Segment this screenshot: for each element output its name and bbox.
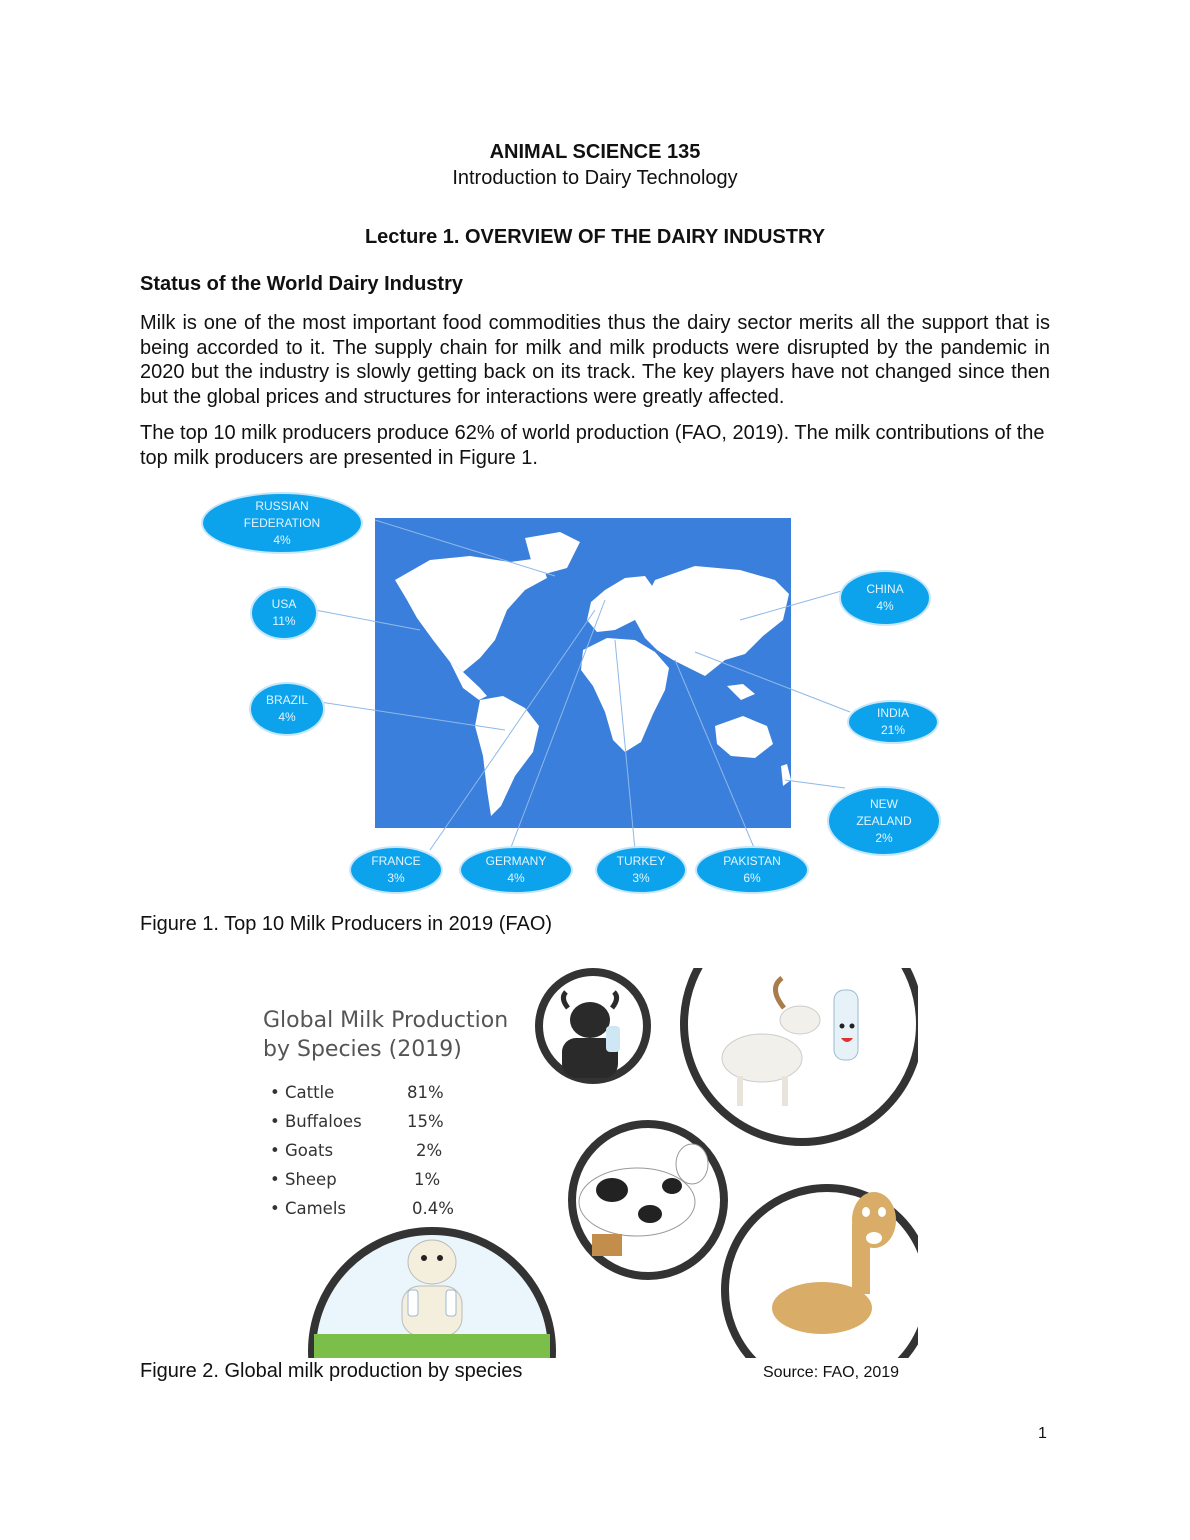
infographic-title-line2: by Species (2019) <box>263 1037 462 1062</box>
buffalo-illustration <box>539 972 647 1080</box>
producer-share: 3% <box>632 871 650 885</box>
species-share-buffaloes: 15% <box>407 1112 444 1131</box>
page-number: 1 <box>1038 1425 1047 1442</box>
producer-share: 3% <box>387 871 405 885</box>
producer-name: INDIA <box>876 706 909 720</box>
producer-name: RUSSIAN <box>255 498 309 513</box>
producer-share: 11% <box>272 614 296 628</box>
producer-name: TURKEY <box>616 854 666 868</box>
species-name-goats: • Goats <box>270 1141 334 1160</box>
producer-bubble-france <box>349 846 443 894</box>
producer-share: 4% <box>507 871 525 885</box>
producer-bubble-new-zealand <box>827 786 941 856</box>
species-name-buffaloes: • Buffaloes <box>270 1112 362 1131</box>
producer-bubble-usa <box>250 586 318 640</box>
species-share-sheep: 1% <box>414 1170 441 1189</box>
producer-bubble-china <box>839 570 931 626</box>
species-share-goats: 2% <box>416 1141 443 1160</box>
paragraph-top-producers: The top 10 milk producers produce 62% of world production (FAO, 2019). The milk contributions of the top milk producers are presented in Figure 1. <box>140 422 1045 469</box>
species-share-cattle: 81% <box>407 1083 444 1102</box>
producer-name: FRANCE <box>371 854 421 868</box>
producer-name: CHINA <box>866 582 904 596</box>
figure1-caption: Figure 1. Top 10 Milk Producers in 2019 (FAO) <box>140 913 553 935</box>
figure-top-milk-producers <box>195 490 950 895</box>
figure-milk-production-by-species <box>262 968 918 1358</box>
producer-bubble-turkey <box>595 846 687 894</box>
species-name-sheep: • Sheep <box>270 1170 337 1189</box>
producer-name: PAKISTAN <box>723 854 781 868</box>
producer-bubble-germany <box>459 846 573 894</box>
lecture-title: Lecture 1. OVERVIEW OF THE DAIRY INDUSTRY <box>364 226 826 248</box>
producer-name: FEDERATION <box>243 515 321 530</box>
producer-share: 6% <box>743 871 761 885</box>
producer-share: 4% <box>876 599 894 613</box>
course-subtitle: Introduction to Dairy Technology <box>452 167 738 189</box>
cow-illustration <box>572 1124 724 1276</box>
species-name-camels: • Camels <box>270 1199 347 1218</box>
producer-share: 21% <box>880 723 906 737</box>
species-share-camels: 0.4% <box>412 1199 454 1218</box>
producer-share: 4% <box>278 710 296 724</box>
species-name-cattle: • Cattle <box>270 1083 335 1102</box>
figure2-source: Source: FAO, 2019 <box>763 1364 900 1381</box>
producer-bubble-russian-federation <box>201 492 363 554</box>
goat-illustration <box>684 968 918 1142</box>
producer-name: GERMANY <box>485 854 547 868</box>
course-title: ANIMAL SCIENCE 135 <box>489 141 701 163</box>
producer-name: ZEALAND <box>856 813 912 828</box>
producer-name: USA <box>271 597 297 611</box>
sheep-illustration <box>312 1231 552 1358</box>
producer-name: NEW <box>870 796 898 811</box>
animal-illustrations <box>262 968 918 1358</box>
producer-bubble-pakistan <box>695 846 809 894</box>
figure2-caption: Figure 2. Global milk production by species <box>140 1360 523 1382</box>
infographic-title-line1: Global Milk Production <box>263 1008 509 1033</box>
producer-name: BRAZIL <box>265 693 308 707</box>
producer-bubble-brazil <box>249 682 325 736</box>
producer-share: 4% <box>273 532 291 547</box>
camel-illustration <box>725 1188 918 1358</box>
producer-bubble-india <box>847 700 939 744</box>
section-heading: Status of the World Dairy Industry <box>140 273 463 295</box>
producer-share: 2% <box>875 830 893 845</box>
paragraph-dairy-sector: Milk is one of the most important food commodities thus the dairy sector merits all the support that is being accorded to it. The supply chain for milk and milk products were disrupted by the pandemic in 2020 but the industry is slowly getting back on its track. The key players have not changed since then but the global prices and structures for interactions were greatly affected. <box>140 312 1050 408</box>
